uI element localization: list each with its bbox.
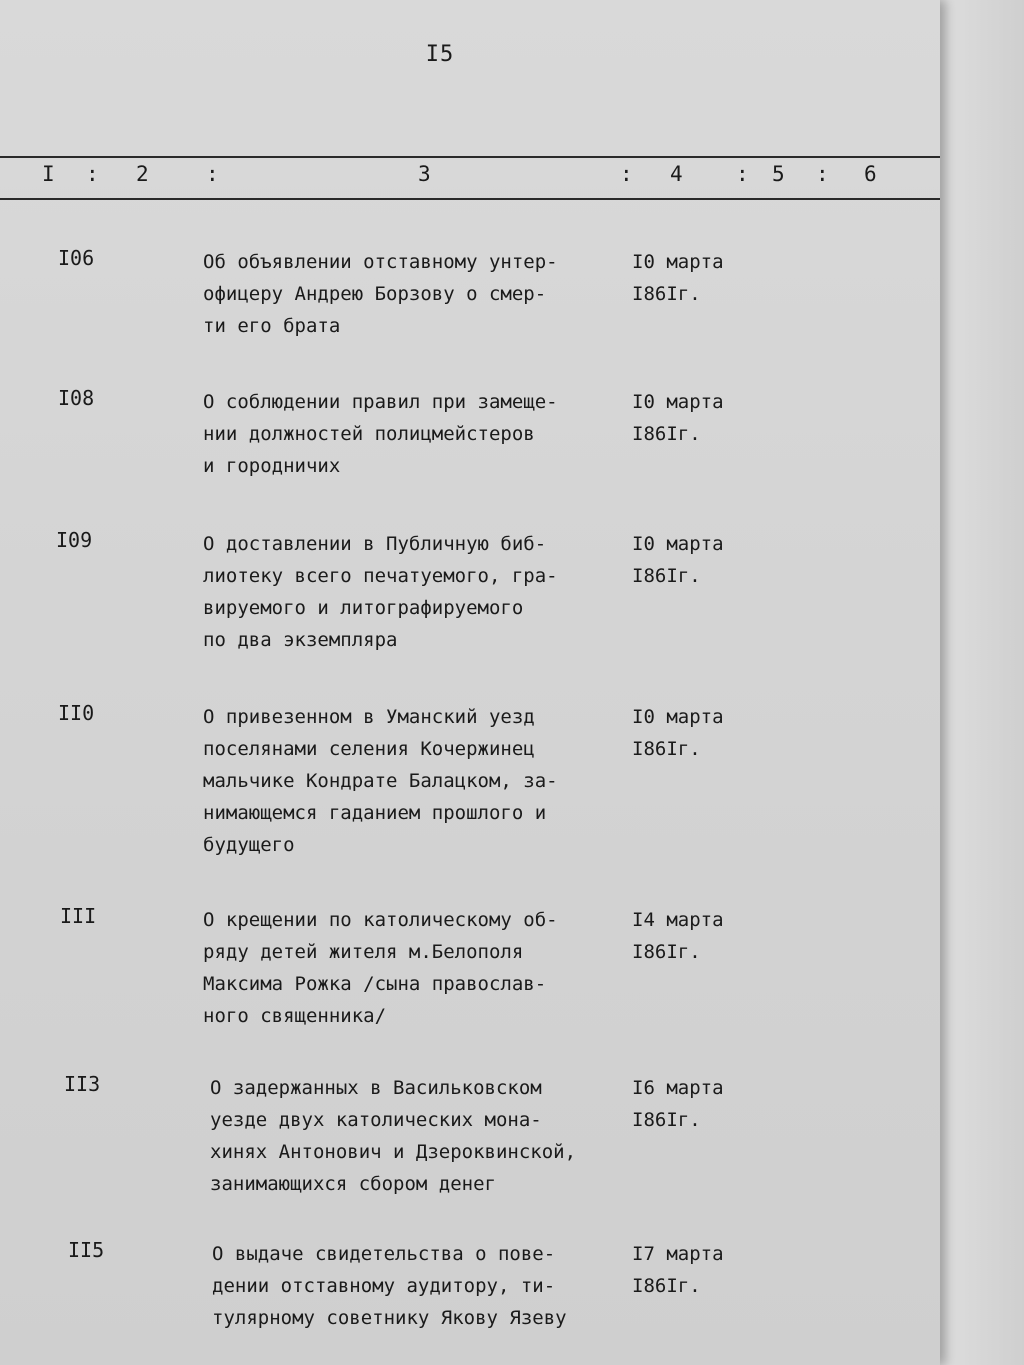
column-header-1: I [42,162,55,186]
column-header-3: 3 [418,162,431,186]
column-separator: : [736,162,749,186]
column-separator: : [816,162,829,186]
entry-description: Об объявлении отставному унтер- офицеру Андрею Борзову о смер- ти его брата [203,251,558,337]
column-separator: : [206,162,219,186]
entry-date: I4 марта I86Iг. [632,909,724,963]
entry-description: О соблюдении правил при замеще- нии должностей полицмейстеров и городничих [203,391,558,477]
header-rule-top [0,156,940,158]
entry-description: О крещении по католическому об- ряду детей жителя м.Белополя Максима Рожка /сына православ- ного священника/ [203,909,558,1027]
entry-number: III [60,904,97,928]
entry-description: О задержанных в Васильковском уезде двух католических мона- хинях Антонович и Дзероквинской, занимающихся сбором денег [210,1077,577,1195]
entry-description: О выдаче свидетельства о пове- дении отставному аудитору, ти- тулярному советнику Якову Язеву [212,1243,567,1329]
entry-date: I0 марта I86Iг. [632,706,724,760]
entry-date: I7 марта I86Iг. [632,1243,724,1297]
column-separator: : [86,162,99,186]
entry-number: I08 [58,386,95,410]
entry-date: I0 марта I86Iг. [632,251,724,305]
page-number: I5 [425,42,455,67]
entry-number: I06 [58,246,95,270]
entry-number: II0 [58,701,95,725]
entry-description: О привезенном в Уманский уезд поселянами селения Кочержинец мальчике Кондрате Балацком, за- нимающемся гаданием прошлого и будущего [203,706,558,856]
entry-description: О доставлении в Публичную биб- лиотеку всего печатуемого, гра- вируемого и литографируемого по два экземпляра [203,533,558,651]
column-separator: : [620,162,633,186]
entry-number: II3 [64,1072,101,1096]
entry-date: I6 марта I86Iг. [632,1077,724,1131]
entry-number: II5 [68,1238,105,1262]
entry-number: I09 [56,528,93,552]
entry-date: I0 марта I86Iг. [632,533,724,587]
column-header-5: 5 [772,162,785,186]
column-header-4: 4 [670,162,683,186]
column-header-6: 6 [864,162,877,186]
header-rule-bottom [0,198,940,200]
column-header-2: 2 [136,162,149,186]
entry-date: I0 марта I86Iг. [632,391,724,445]
